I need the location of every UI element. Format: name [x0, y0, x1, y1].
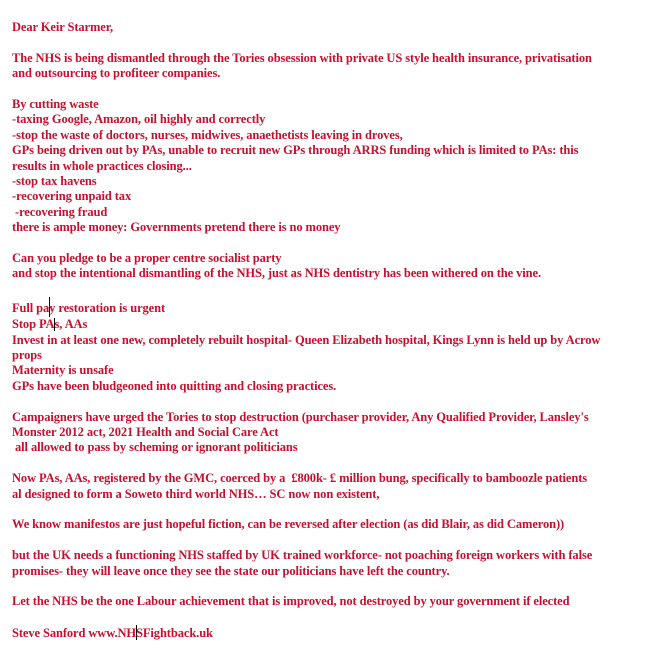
text-line: and outsourcing to profiteer companies.	[12, 66, 221, 81]
text-line: -recovering unpaid tax	[12, 189, 132, 204]
paragraph-pay-restoration	[12, 297, 660, 394]
text-fragment: Full pa	[12, 301, 50, 316]
text-line: Maternity is unsafe	[12, 363, 114, 378]
signature	[12, 625, 660, 641]
letter-document[interactable]	[12, 20, 660, 657]
salutation	[12, 20, 660, 35]
text-line: GPs have been bludgeoned into quitting and closing practices.	[12, 378, 337, 393]
text-line: al designed to form a Soweto third world NHS… SC now non existent,	[12, 486, 380, 501]
text-fragment: y restoration is urgent	[49, 301, 166, 316]
text-line	[12, 317, 660, 332]
text-line	[12, 297, 660, 317]
text-line: and stop the intentional dismantling of the NHS, just as NHS dentistry has been withered on the vine.	[12, 266, 541, 281]
text-line: but the UK needs a functioning NHS staffed by UK trained workforce- not poaching foreign workers with false	[12, 548, 593, 563]
signature-text: Steve Sanford www.NH	[12, 626, 137, 641]
text-fragment: Stop PA	[12, 317, 55, 332]
paragraph-pas-aas	[12, 471, 660, 502]
signature-line	[12, 625, 660, 641]
paragraph-pledge	[12, 251, 660, 282]
text-line: promises- they will leave once they see the state our politicians have left the country.	[12, 563, 450, 578]
text-line: all allowed to pass by scheming or ignorant politicians	[12, 440, 298, 455]
text-line: -taxing Google, Amazon, oil highly and correctly	[12, 112, 266, 127]
text-line: props	[12, 348, 42, 363]
paragraph-nhs-dismantled	[12, 51, 660, 82]
salutation-text: Dear Keir Starmer,	[12, 20, 114, 34]
text-line: Monster 2012 act, 2021 Health and Social Care Act	[12, 425, 279, 440]
text-line: there is ample money: Governments pretend there is no money	[12, 220, 341, 235]
text-line: -stop the waste of doctors, nurses, midwives, anaethetists leaving in droves,	[12, 127, 403, 142]
paragraph-functioning-nhs	[12, 548, 660, 579]
paragraph-campaigners	[12, 410, 660, 456]
paragraph-labour-achievement	[12, 594, 660, 609]
text-line: -stop tax havens	[12, 174, 97, 189]
paragraph-cutting-waste	[12, 97, 660, 236]
text-line: Now PAs, AAs, registered by the GMC, coerced by a £800k- £ million bung, specifically to bamboozle patients	[12, 471, 588, 486]
text-line: Invest in at least one new, completely rebuilt hospital- Queen Elizabeth hospital, Kings Lynn is held up by Acrow	[12, 332, 601, 347]
text-line: GPs being driven out by PAs, unable to recruit new GPs through ARRS funding which is limited to PAs: this	[12, 143, 579, 158]
text-line: The NHS is being dismantled through the Tories obsession with private US style health insurance, privatisation	[12, 50, 592, 65]
text-line: Let the NHS be the one Labour achievement that is improved, not destroyed by your government if elected	[12, 594, 570, 609]
text-line: Can you pledge to be a proper centre socialist party	[12, 251, 282, 266]
paragraph-manifestos	[12, 517, 660, 532]
text-line: By cutting waste	[12, 97, 99, 111]
text-line: -recovering fraud	[12, 204, 108, 219]
text-line: Campaigners have urged the Tories to stop destruction (purchaser provider, Any Qualified Provider, Lansley's	[12, 409, 589, 424]
text-line: results in whole practices closing...	[12, 158, 192, 173]
text-fragment: s, AAs	[54, 317, 88, 332]
signature-link[interactable]: SFightback.uk	[136, 626, 213, 641]
text-line: We know manifestos are just hopeful fiction, can be reversed after election (as did Blair, as did Cameron))	[12, 517, 565, 532]
